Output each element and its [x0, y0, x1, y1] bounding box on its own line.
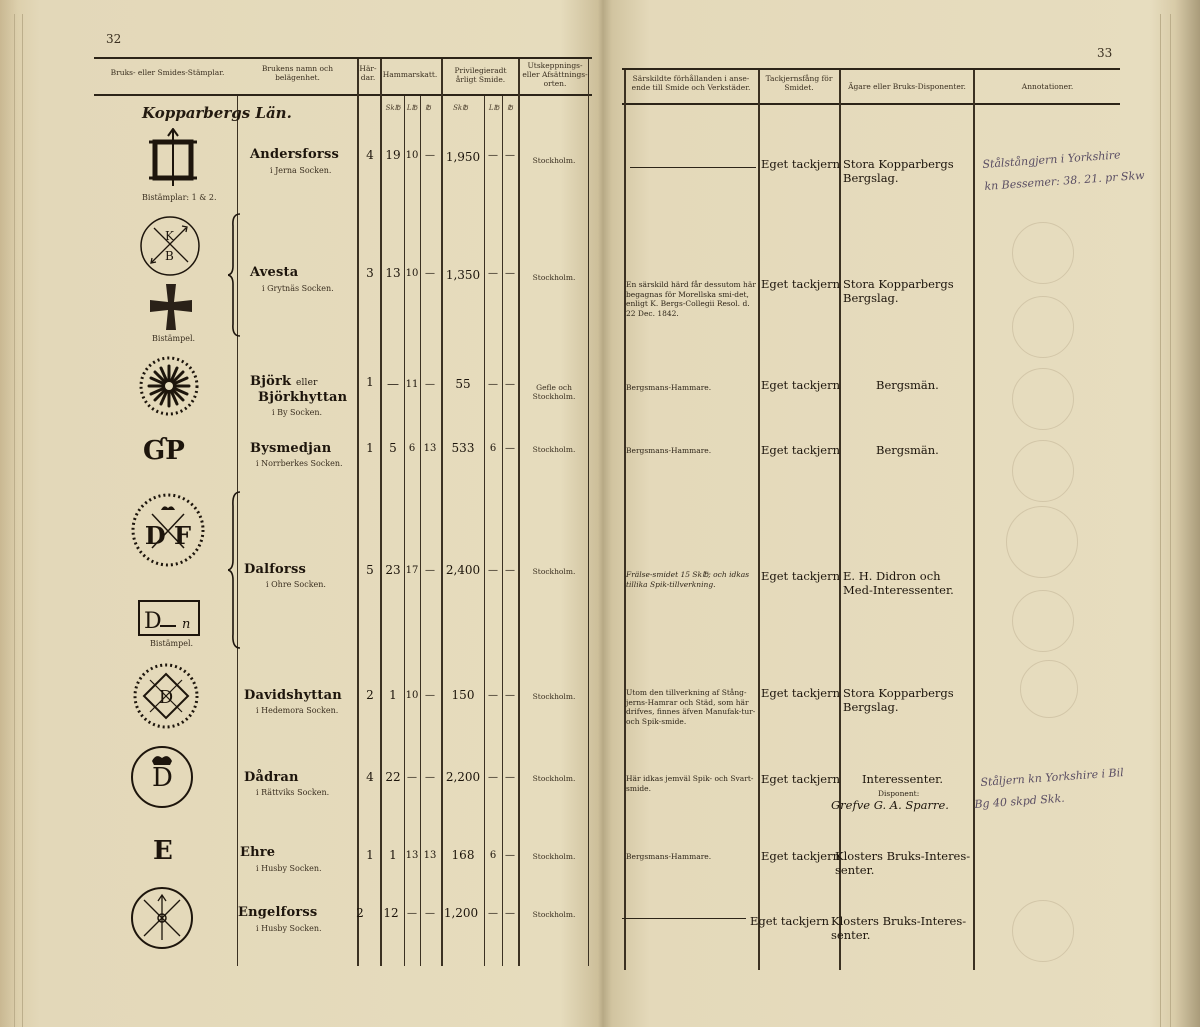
unit-label: ℔ [425, 104, 431, 112]
owner-value-2: Grefve G. A. Sparre. [831, 798, 949, 812]
show-through-stamp-icon [1012, 440, 1074, 502]
tackjern-value: Eget tackjern [761, 569, 841, 583]
note-value: Bergsmans-Hammare. [626, 446, 712, 455]
tackjern-value: Eget tackjern [761, 443, 841, 457]
hardar-value: 2 [366, 688, 374, 702]
column-line [518, 59, 520, 966]
bruk-socken: i Hedemora Socken. [256, 706, 339, 715]
privilegierat-lb: — [488, 565, 498, 576]
column-line [484, 96, 485, 966]
hardar-value: 1 [366, 441, 374, 455]
show-through-stamp-icon [1012, 590, 1074, 652]
owner-value: Stora Kopparbergs Bergslag. [843, 157, 954, 185]
hammarskatt-u: — [425, 908, 435, 919]
unit-label: L℔ [406, 104, 418, 112]
header-name: Brukens namn och belägenhet. [261, 64, 334, 82]
tackjern-value: Eget tackjern [750, 914, 830, 928]
privilegierat-lb: — [488, 150, 498, 161]
privilegierat-value: 533 [451, 441, 475, 455]
bruk-name [250, 374, 318, 389]
hammarskatt-lb: — [407, 772, 417, 783]
owner-value: E. H. Didron och Med-Interessenter. [843, 569, 954, 597]
privilegierat-lb: — [488, 908, 498, 919]
page-edge [22, 14, 23, 1027]
bysmedjan-stamp-icon: ƓP [143, 436, 185, 466]
unit-label: Sk℔ [385, 104, 401, 112]
dalforss-stamp-icon [130, 492, 206, 568]
note-value: Bergsmans-Hammare. [626, 852, 712, 861]
bruk-name-part: Björk [250, 374, 292, 389]
stamp-caption: Bistämpel. [150, 639, 194, 648]
hammarskatt-lb: 10 [405, 690, 419, 701]
hammarskatt-skl: 12 [383, 906, 399, 920]
hammarskatt-lb: 10 [405, 150, 419, 161]
hammarskatt-lb: 6 [408, 443, 416, 454]
show-through-stamp-icon [1012, 900, 1074, 962]
header-privilegierat: Privilegieradt årligt Smide. [454, 66, 507, 84]
hammarskatt-u: — [425, 268, 435, 279]
header-annotationer: Annotationer. [1021, 82, 1074, 91]
page-number-right: 33 [1097, 46, 1113, 60]
column-line [404, 96, 405, 966]
brace-icon [228, 212, 242, 338]
davidshyttan-stamp-icon [132, 662, 200, 730]
privilegierat-u: — [505, 908, 515, 919]
bruk-name: Dalforss [244, 562, 306, 577]
ehre-stamp-icon: E [153, 836, 173, 866]
show-through-stamp-icon [1006, 506, 1078, 578]
note-value: Bergsmans-Hammare. [626, 383, 712, 392]
tackjern-value: Eget tackjern [761, 772, 841, 786]
show-through-stamp-icon [1020, 660, 1078, 718]
avesta-stamp-b: B [165, 249, 174, 263]
note-value: Utom den tillverkning af Stång-jerns-Hamrar och Städ, som här drifves, finnes äfven Manufak-tur- och Spik-smide. [626, 688, 756, 726]
bruk-name: Bysmedjan [250, 441, 332, 456]
privilegierat-u: — [505, 690, 515, 701]
brace-icon [228, 490, 242, 650]
bruk-socken: i Grytnäs Socken. [262, 284, 334, 293]
header-tackjern: Tackjernsfång för Smidet. [765, 74, 833, 92]
bruk-name: Avesta [250, 265, 299, 280]
hammarskatt-skl: 22 [385, 770, 401, 784]
handwritten-annotation: Stålstångjern i Yorkshire [982, 148, 1122, 171]
handwritten-annotation: Ståljern kn Yorkshire i Bil [980, 765, 1125, 789]
header-stamps: Bruks- eller Smides-Stämplar. [110, 68, 225, 77]
dalforss-substamp-d: D [144, 609, 162, 634]
hardar-value: 2 [356, 906, 364, 920]
hammarskatt-lb: 17 [405, 565, 419, 576]
privilegierat-u: — [505, 443, 515, 454]
empty-note-line [622, 918, 746, 919]
column-line [973, 70, 975, 970]
handwritten-annotation: Bg 40 skpd Skk. [974, 791, 1066, 811]
header-hammarskatt: Hammarskatt. [382, 70, 438, 79]
privilegierat-value: 1,350 [445, 268, 481, 282]
privilegierat-value: 168 [451, 848, 475, 862]
hardar-value: 3 [366, 266, 374, 280]
bruk-socken: i Ohre Socken. [266, 580, 326, 589]
hammarskatt-skl: 19 [385, 148, 401, 162]
hammarskatt-lb: 10 [405, 268, 419, 279]
dalforss-substamp-n: n [182, 617, 191, 632]
bruk-socken: i Husby Socken. [256, 924, 322, 933]
utskeppning-value: Stockholm. [532, 567, 576, 576]
hammarskatt-u: — [425, 772, 435, 783]
bruk-name-eller: eller [295, 378, 318, 388]
owner-value: Interessenter. [862, 772, 944, 786]
utskeppning-value: Stockholm. [532, 852, 576, 861]
empty-note-line [630, 167, 756, 168]
davidshyttan-stamp-d: D [158, 687, 174, 708]
column-line [624, 70, 626, 970]
dalforss-stamp-df: D F [144, 521, 192, 550]
unit-label: Sk℔ [453, 104, 468, 112]
engelforss-stamp-icon [130, 886, 194, 950]
utskeppning-value: Stockholm. [532, 692, 576, 701]
hammarskatt-skl: 1 [389, 848, 397, 862]
privilegierat-value: 2,400 [445, 563, 481, 577]
column-line [441, 59, 443, 966]
hammarskatt-u: 13 [423, 850, 437, 861]
show-through-stamp-icon [1012, 368, 1074, 430]
privilegierat-u: — [505, 850, 515, 861]
column-line [502, 96, 503, 966]
bruk-socken: i By Socken. [272, 408, 323, 417]
stamp-caption: Bistämpel. [152, 334, 196, 343]
dalforss-substamp-icon [138, 600, 200, 636]
hardar-value: 4 [366, 770, 374, 784]
bruk-socken: i Norrberkes Socken. [256, 459, 343, 468]
bjork-stamp-icon [138, 355, 200, 417]
hammarskatt-lb: — [407, 908, 417, 919]
bruk-name-alt: Björkhyttan [258, 390, 348, 405]
hammarskatt-u: — [425, 379, 435, 390]
note-value: Frälse-smidet 15 Sk℔; och idkas tillika Spik-tillverkning. [626, 570, 750, 589]
hammarskatt-u: — [425, 690, 435, 701]
cross-stamp-icon [148, 282, 194, 332]
page-edge [1160, 14, 1161, 1027]
hammarskatt-lb: 13 [405, 850, 419, 861]
hammarskatt-skl: — [387, 377, 399, 391]
hammarskatt-lb: 11 [405, 379, 419, 390]
privilegierat-u: — [505, 565, 515, 576]
bruk-name: Dådran [244, 770, 299, 785]
bruk-socken: i Husby Socken. [256, 864, 322, 873]
utskeppning-value: Stockholm. [532, 910, 576, 919]
tackjern-value: Eget tackjern [761, 849, 841, 863]
tackjern-value: Eget tackjern [761, 686, 841, 700]
column-line [380, 59, 382, 966]
show-through-stamp-icon [1012, 296, 1074, 358]
privilegierat-u: — [505, 379, 515, 390]
hardar-value: 1 [366, 375, 374, 389]
tackjern-value: Eget tackjern [761, 378, 841, 392]
unit-label: ℔ [507, 104, 513, 112]
header-utskeppning: Utskeppnings- eller Afsättnings-orten. [522, 61, 588, 88]
privilegierat-value: 1,200 [443, 906, 479, 920]
stamp-caption: Bistämplar: 1 & 2. [142, 193, 217, 202]
privilegierat-lb: — [488, 268, 498, 279]
andersforss-stamp-icon [146, 128, 200, 190]
page-edge [1170, 14, 1171, 1027]
hammarskatt-u: — [425, 565, 435, 576]
utskeppning-value: Stockholm. [532, 445, 576, 454]
privilegierat-u: — [505, 150, 515, 161]
header-hardar: Här-dar. [359, 64, 377, 82]
bruk-name: Davidshyttan [244, 688, 342, 703]
hammarskatt-skl: 5 [389, 441, 397, 455]
hardar-value: 4 [366, 148, 374, 162]
hammarskatt-skl: 1 [389, 688, 397, 702]
privilegierat-value: 1,950 [445, 150, 481, 164]
owner-value: Stora Kopparbergs Bergslag. [843, 686, 954, 714]
utskeppning-value: Stockholm. [532, 273, 576, 282]
handwritten-annotation: kn Bessemer: 38. 21. pr Skw [984, 168, 1145, 193]
privilegierat-lb: — [488, 690, 498, 701]
privilegierat-lb: — [488, 772, 498, 783]
hardar-value: 1 [366, 848, 374, 862]
column-line [420, 96, 421, 966]
bruk-name: Andersforss [250, 147, 340, 162]
page-edge [14, 14, 15, 1027]
bruk-socken: i Rättviks Socken. [256, 788, 330, 797]
column-line [839, 70, 841, 970]
dadran-stamp-letter: D [152, 763, 173, 793]
owner-subtitle: Disponent: [878, 789, 920, 798]
header-sarskilda: Särskildte förhållanden i anse-ende till Smide och Verkstäder. [631, 74, 751, 92]
show-through-stamp-icon [1012, 222, 1074, 284]
hammarskatt-skl: 13 [385, 266, 401, 280]
hardar-value: 5 [366, 563, 374, 577]
privilegierat-value: 150 [451, 688, 475, 702]
page-number-left: 32 [106, 32, 122, 46]
owner-value: Bergsmän. [876, 443, 939, 457]
privilegierat-u: — [505, 268, 515, 279]
hammarskatt-u: — [425, 150, 435, 161]
privilegierat-value: 55 [455, 377, 471, 391]
privilegierat-lb: — [488, 379, 498, 390]
owner-value: Stora Kopparbergs Bergslag. [843, 277, 954, 305]
owner-value: Klosters Bruks-Interes-senter. [835, 849, 971, 877]
header-top-rule [622, 68, 1120, 70]
avesta-stamp-k: K [165, 229, 174, 243]
bruk-name: Engelforss [238, 905, 318, 920]
note-value: Här idkas jemväl Spik- och Svart-smide. [626, 774, 754, 793]
hammarskatt-skl: 23 [385, 563, 401, 577]
owner-value: Klosters Bruks-Interes-senter. [831, 914, 967, 942]
bruk-name: Ehre [240, 845, 276, 860]
utskeppning-value: Gefle och Stockholm. [532, 383, 576, 401]
hammarskatt-u: 13 [423, 443, 437, 454]
privilegierat-lb: 6 [489, 850, 497, 861]
lan-title: Kopparbergs Län. [142, 104, 292, 122]
header-agare: Ägare eller Bruks-Disponenter. [848, 82, 966, 91]
column-line [588, 59, 589, 966]
column-line [758, 70, 760, 970]
owner-value: Bergsmän. [876, 378, 939, 392]
column-line [357, 59, 359, 966]
privilegierat-u: — [505, 772, 515, 783]
bruk-socken: i Jerna Socken. [270, 166, 332, 175]
unit-label: L℔ [488, 104, 500, 112]
utskeppning-value: Stockholm. [532, 774, 576, 783]
tackjern-value: Eget tackjern [761, 157, 841, 171]
tackjern-value: Eget tackjern [761, 277, 841, 291]
note-value: En särskild härd får dessutom här begagnas för Morellska smi-det, enligt K. Bergs-Collegii Resol. d. 22 Dec. 1842. [626, 280, 756, 318]
avesta-stamp-icon [138, 214, 202, 278]
privilegierat-value: 2,200 [445, 770, 481, 784]
privilegierat-lb: 6 [489, 443, 497, 454]
header-bottom-rule [622, 103, 1120, 105]
utskeppning-value: Stockholm. [532, 156, 576, 165]
